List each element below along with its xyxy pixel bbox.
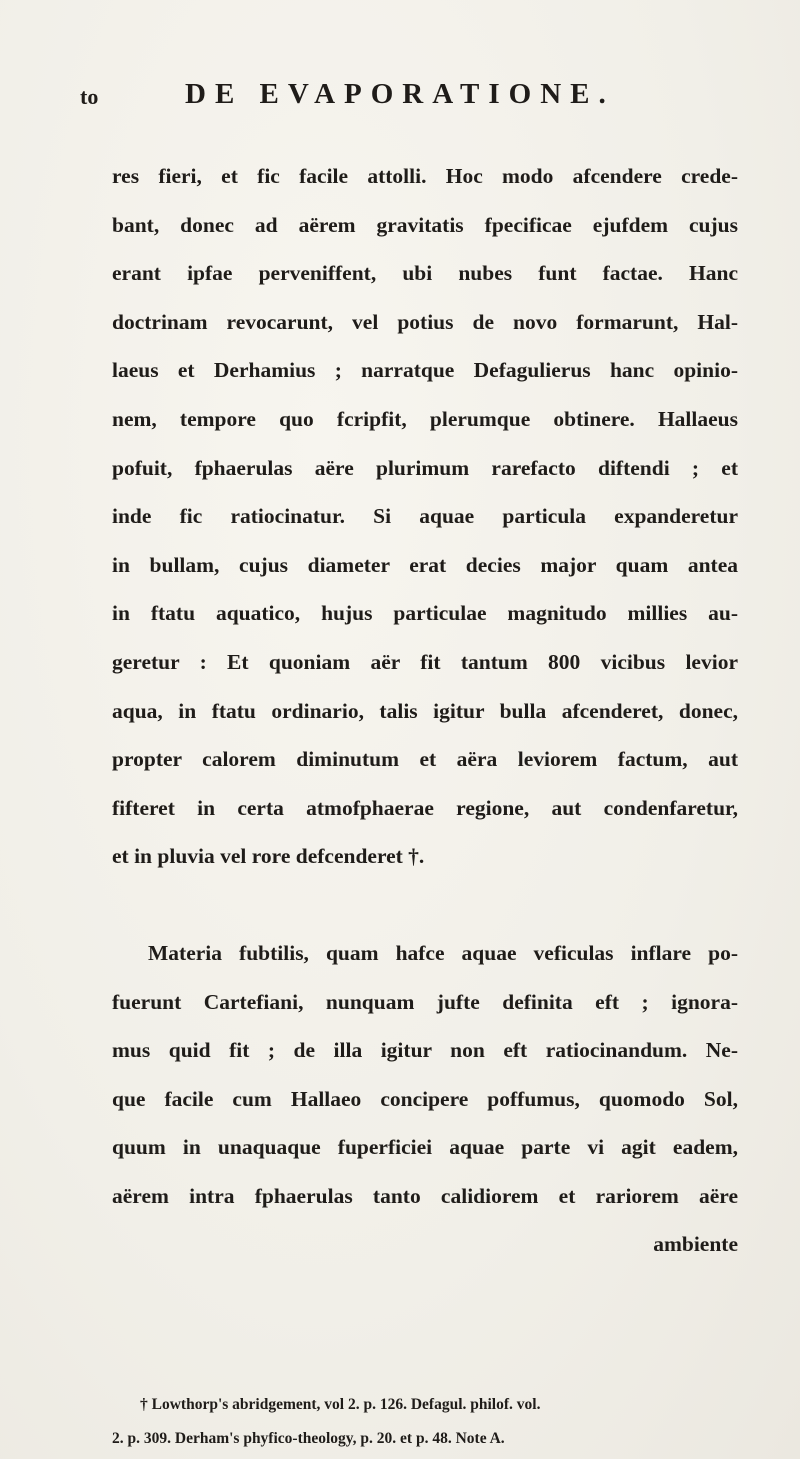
text-line: propter calorem diminutum et aëra leviorem factum, aut	[112, 747, 738, 772]
text-line: que facile cum Hallaeo concipere poffumus, quomodo Sol,	[112, 1086, 738, 1111]
paragraph-gap	[112, 881, 738, 929]
text-line: Materia fubtilis, quam hafce aquae veficulas inflare po-	[148, 940, 738, 965]
text-line: quum in unaquaque fuperficiei aquae parte vi agit eadem,	[112, 1135, 738, 1160]
text-line: geretur : Et quoniam aër fit tantum 800 vicibus levior	[112, 649, 738, 674]
running-title: DE EVAPORATIONE.	[185, 78, 615, 110]
text-line: et in pluvia vel rore defcenderet †.	[112, 844, 425, 869]
text-line: aërem intra fphaerulas tanto calidiorem et rariorem aëre	[112, 1183, 738, 1208]
text-line: pofuit, fphaerulas aëre plurimum rarefacto diftendi ; et	[112, 455, 738, 480]
text-line: fifteret in certa atmofphaerae regione, aut condenfaretur,	[112, 795, 738, 820]
footnote-line: † Lowthorp's abridgement, vol 2. p. 126. Defagul. philof. vol.	[140, 1396, 541, 1413]
running-head	[80, 78, 740, 118]
text-line: doctrinam revocarunt, vel potius de novo formarunt, Hal-	[112, 309, 738, 334]
text-line: res fieri, et fic facile attolli. Hoc modo afcendere crede-	[112, 164, 738, 188]
body-text	[112, 152, 738, 1268]
text-line: mus quid fit ; de illa igitur non eft ratiocinandum. Ne-	[112, 1038, 738, 1063]
paragraph-2	[112, 929, 738, 1221]
footnote-line: 2. p. 309. Derham's phyfico-theology, p. 20. et p. 48. Note A.	[112, 1430, 505, 1447]
text-line: inde fic ratiocinatur. Si aquae particula expanderetur	[112, 504, 738, 529]
catchword: ambiente	[653, 1232, 738, 1257]
text-line: bant, donec ad aërem gravitatis fpecificae ejufdem cujus	[112, 212, 738, 237]
text-line: in ftatu aquatico, hujus particulae magnitudo millies au-	[112, 601, 738, 626]
text-line: nem, tempore quo fcripfit, plerumque obtinere. Hallaeus	[112, 406, 738, 431]
text-line: aqua, in ftatu ordinario, talis igitur bulla afcenderet, donec,	[112, 698, 738, 723]
text-line: erant ipfae perveniffent, ubi nubes funt factae. Hanc	[112, 261, 738, 286]
text-line: in bullam, cujus diameter erat decies major quam antea	[112, 552, 738, 577]
page-number: to	[80, 84, 99, 109]
text-line: fuerunt Cartefiani, nunquam jufte definita eft ; ignora-	[112, 989, 738, 1014]
paragraph-1	[112, 152, 738, 881]
text-line: laeus et Derhamius ; narratque Defagulierus hanc opinio-	[112, 358, 738, 383]
footnote	[112, 1388, 752, 1456]
